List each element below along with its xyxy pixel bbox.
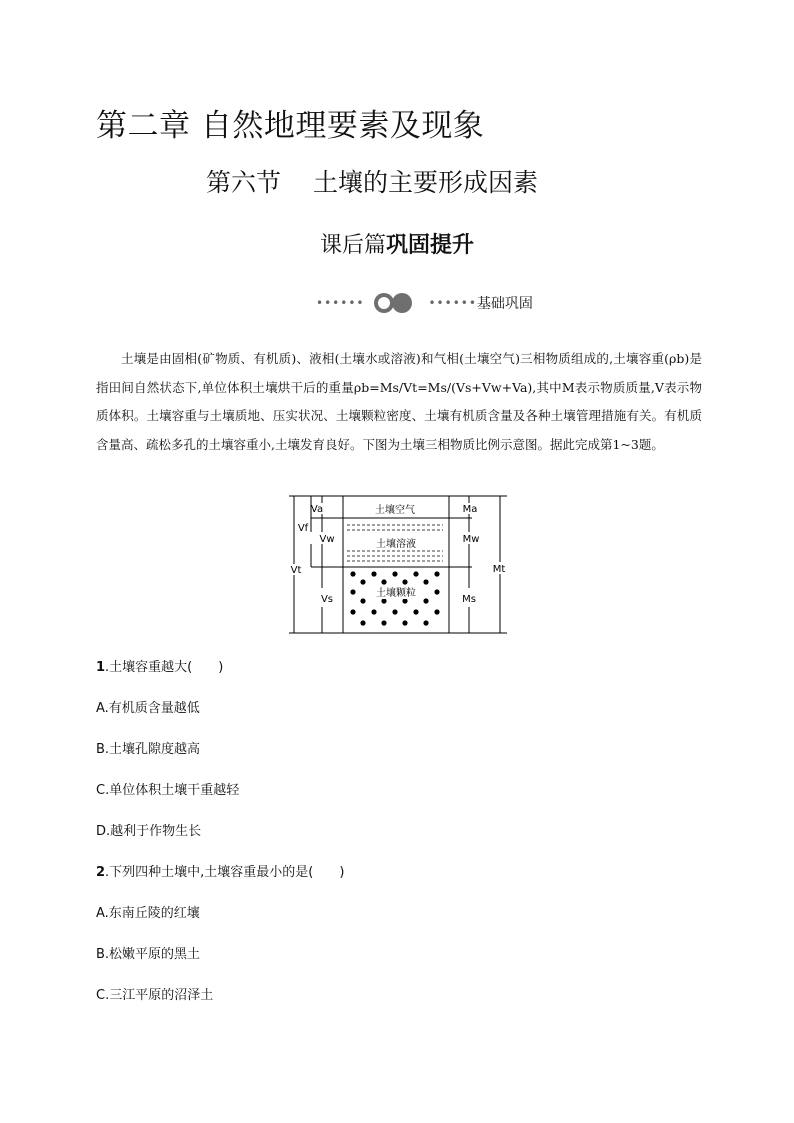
label-mw: Mw xyxy=(462,534,480,545)
banner-dots-right: •••••• xyxy=(428,296,477,310)
subheading-bold: 巩固提升 xyxy=(386,233,475,258)
banner-circles-icon xyxy=(370,292,414,314)
soil-three-phase-diagram xyxy=(289,492,511,638)
section-number: 第六节 xyxy=(206,168,282,197)
label-ms: Ms xyxy=(462,594,476,605)
question-2-stem xyxy=(96,861,344,880)
chapter-title: 第二章 自然地理要素及现象 xyxy=(96,108,485,144)
label-ma: Ma xyxy=(462,504,478,515)
banner-dots-left: •••••• xyxy=(316,296,365,310)
label-soil-air: 土壤空气 xyxy=(375,505,415,516)
label-vs: Vs xyxy=(320,594,334,605)
question-1-option-d: D.越利于作物生长 xyxy=(96,824,202,839)
subheading-normal: 课后篇 xyxy=(319,233,386,258)
section-title xyxy=(206,163,538,199)
label-soil-solution: 土壤溶液 xyxy=(376,539,416,550)
question-2-text: .下列四种土壤中,土壤容重最小的是( ) xyxy=(105,865,345,880)
label-vt: Vt xyxy=(290,565,302,576)
label-soil-particles: 土壤颗粒 xyxy=(376,588,416,599)
question-2-option-b: B.松嫩平原的黑土 xyxy=(96,947,201,962)
subheading xyxy=(0,228,794,259)
reading-passage: 土壤是由固相(矿物质、有机质)、液相(土壤水或溶液)和气相(土壤空气)三相物质组成的,土壤容重(ρb)是指田间自然状态下,单位体积土壤烘干后的重量ρb=Ms/Vt=Ms/(Vs+Vw+Va),其中M表示物质质量,V表示物质体积。土壤容重与土壤质地、压实状况、土壤颗粒密度、土壤有机质含量及各种土壤管理措施有关。有机质含量高、疏松多孔的土壤容重小,土壤发育良好。下图为土壤三相物质比例示意图。据此完成第1~3题。 xyxy=(96,351,702,452)
question-1-option-c: C.单位体积土壤干重越轻 xyxy=(96,783,240,798)
question-2-option-a: A.东南丘陵的红壤 xyxy=(96,906,200,921)
section-banner xyxy=(316,292,533,314)
question-1-number: 1 xyxy=(96,660,106,675)
question-1-option-a: A.有机质含量越低 xyxy=(96,701,200,716)
section-name: 土壤的主要形成因素 xyxy=(313,168,539,197)
question-2-option-c: C.三江平原的沼泽土 xyxy=(96,988,214,1003)
question-1-text: .土壤容重越大( ) xyxy=(105,660,224,675)
question-1-stem xyxy=(96,656,223,675)
banner-label: 基础巩固 xyxy=(476,296,533,312)
label-va: Va xyxy=(310,504,324,515)
question-1-option-b: B.土壤孔隙度越高 xyxy=(96,742,201,757)
label-mt: Mt xyxy=(492,564,506,575)
diagram-lines xyxy=(289,496,507,633)
label-vf: Vf xyxy=(297,523,309,534)
label-vw: Vw xyxy=(319,534,335,545)
question-2-number: 2 xyxy=(96,865,106,880)
